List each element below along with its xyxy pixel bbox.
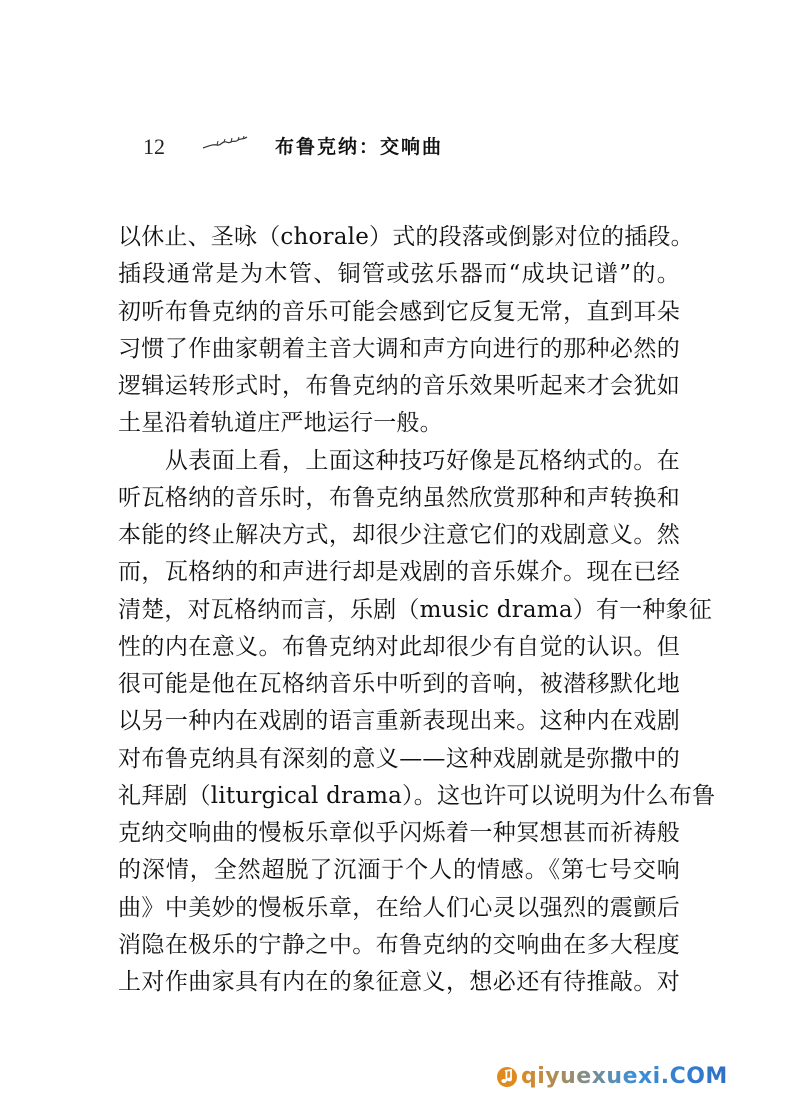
text-line: 性的内在意义。布鲁克纳对此却很少有自觉的认识。但 bbox=[118, 633, 680, 660]
text-line: 克纳交响曲的慢板乐章似乎闪烁着一种冥想甚而祈祷般 bbox=[118, 820, 680, 846]
body-text bbox=[118, 219, 716, 1001]
text-line: 以休止、圣咏（chorale）式的段落或倒影对位的插段。 bbox=[118, 224, 694, 250]
text-line: 本能的终止解决方式，却很少注意它们的戏剧意义。然 bbox=[118, 522, 680, 548]
site-watermark bbox=[496, 1064, 728, 1089]
page-header bbox=[143, 128, 703, 168]
text-line: 礼拜剧（liturgical drama）。这也许可以说明为什么布鲁 bbox=[118, 782, 716, 809]
text-line: 从表面上看，上面这种技巧好像是瓦格纳式的。在 bbox=[118, 447, 680, 474]
text-line: 清楚，对瓦格纳而言，乐剧（music drama）有一种象征 bbox=[118, 596, 712, 623]
text-line: 的深情，全然超脱了沉湎于个人的情感。《第七号交响 bbox=[118, 857, 680, 884]
text-line: 听瓦格纳的音乐时，布鲁克纳虽然欣赏那种和声转换和 bbox=[118, 484, 680, 511]
page-number: 12 bbox=[143, 134, 165, 159]
text-line: 逻辑运转形式时，布鲁克纳的音乐效果听起来才会犹如 bbox=[118, 373, 680, 399]
text-line: 习惯了作曲家朝着主音大调和声方向进行的那种必然的 bbox=[118, 335, 680, 362]
text-line: 插段通常是为木管、铜管或弦乐器而“成块记谱”的。 bbox=[118, 261, 680, 288]
text-line: 消隐在极乐的宁静之中。布鲁克纳的交响曲在多大程度 bbox=[118, 931, 680, 958]
text-line: 曲》中美妙的慢板乐章，在给人们心灵以强烈的震颤后 bbox=[118, 894, 680, 921]
text-line: 而，瓦格纳的和声进行却是戏剧的音乐媒介。现在已经 bbox=[118, 559, 680, 586]
text-line: 土星沿着轨道庄严地运行一般。 bbox=[118, 410, 443, 437]
text-line: 上对作曲家具有内在的象征意义，想必还有待推敲。对 bbox=[118, 969, 680, 995]
watermark-text: qiyuexuexi.COM bbox=[521, 1064, 728, 1089]
text-line: 很可能是他在瓦格纳音乐中听到的音响，被潜移默化地 bbox=[118, 671, 680, 697]
text-line: 对布鲁克纳具有深刻的意义——这种戏剧就是弥撒中的 bbox=[118, 745, 680, 772]
music-note-icon bbox=[496, 1066, 518, 1088]
text-line: 以另一种内在戏剧的语言重新表现出来。这种内在戏剧 bbox=[118, 708, 680, 735]
flourish-ornament-icon bbox=[201, 134, 249, 154]
book-title: 布鲁克纳：交响曲 bbox=[275, 136, 444, 158]
text-line: 初听布鲁克纳的音乐可能会感到它反复无常，直到耳朵 bbox=[118, 298, 680, 325]
